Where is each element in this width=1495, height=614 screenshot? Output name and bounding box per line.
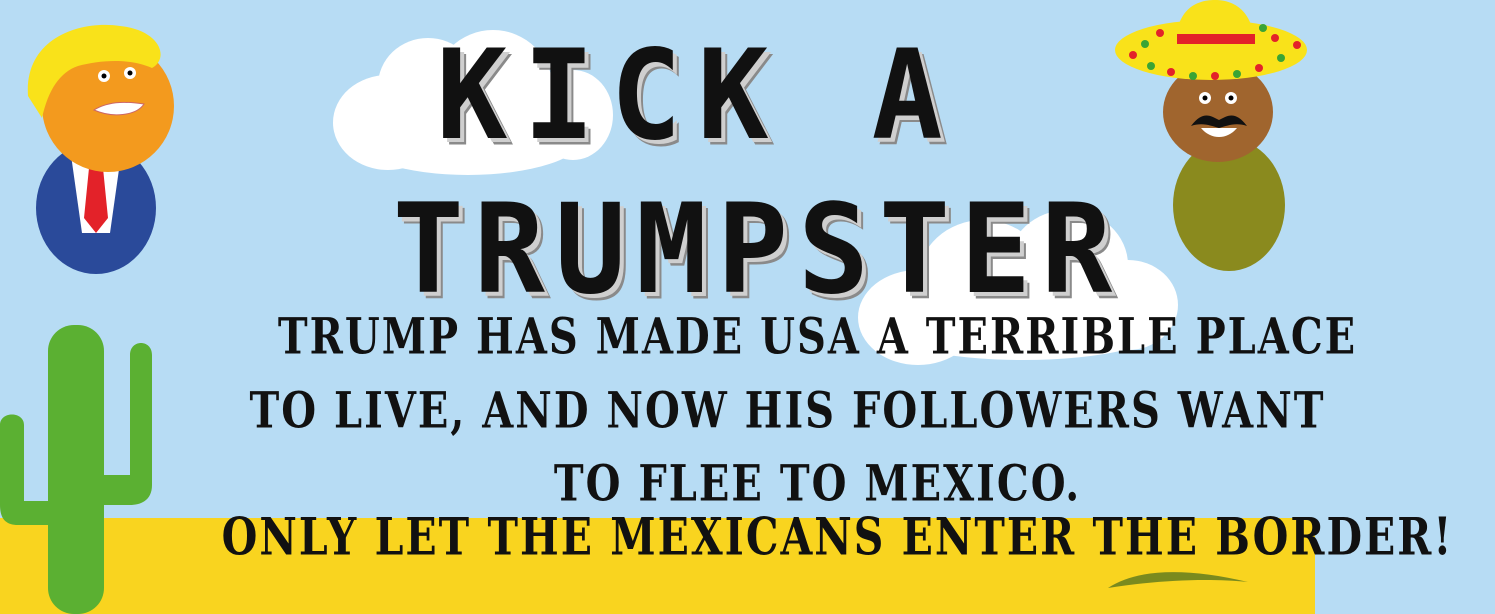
instruction-text: ONLY LET THE MEXICANS ENTER THE BORDER! <box>221 507 1454 567</box>
sand-dune-shadow <box>1108 568 1248 596</box>
game-title-line2: TRUMPSTER <box>392 176 1123 322</box>
game-title-line1: KICK A <box>436 22 959 168</box>
description-line: TRUMP HAS MADE USA A TERRIBLE PLACE <box>277 307 1358 366</box>
description-line: TO LIVE, AND NOW HIS FOLLOWERS WANT <box>249 381 1326 440</box>
description-line: TO FLEE TO MEXICO. <box>553 454 1082 513</box>
